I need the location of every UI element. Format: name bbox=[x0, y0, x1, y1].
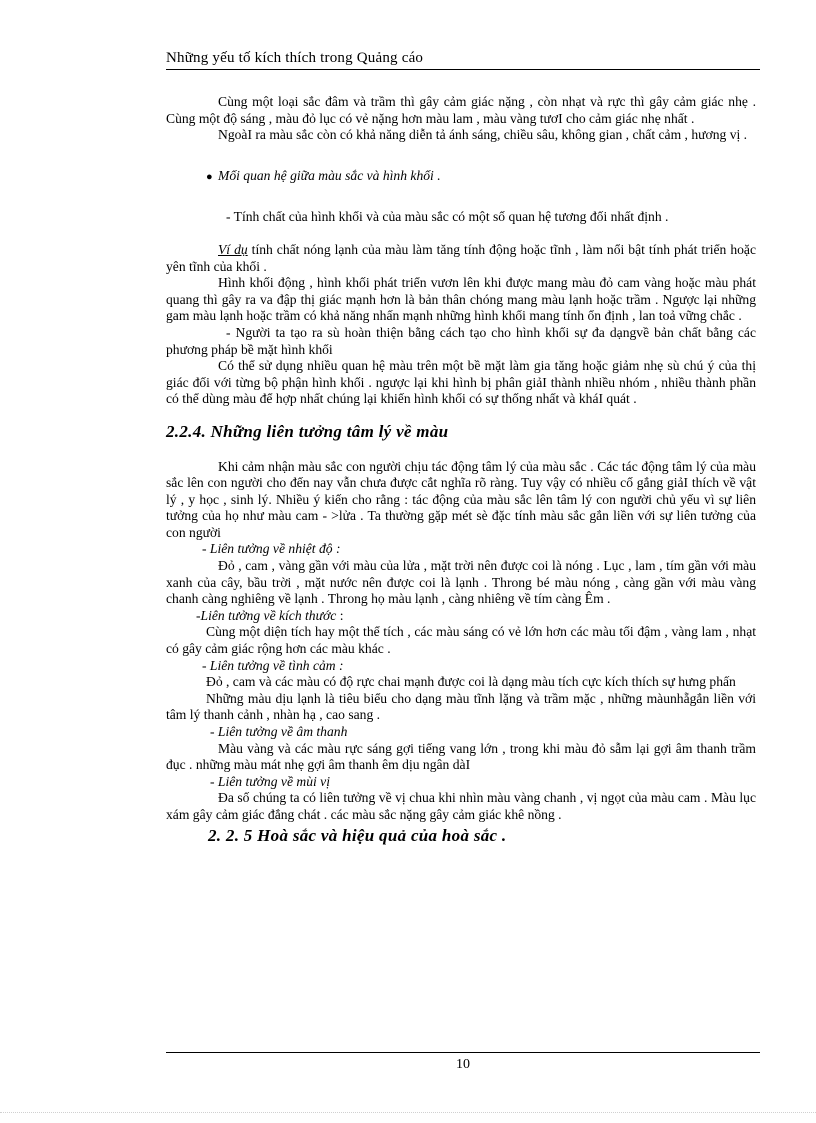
paragraph-example bbox=[166, 242, 756, 275]
paragraph-emotion-cool: Những màu dịu lạnh là tiêu biểu cho dạng màu tĩnh lặng và trầm mặc , những màunhẵgắn liền với tâm lý thanh cảnh , nhàn hạ , cao sang . bbox=[166, 690, 756, 723]
subheading-size bbox=[166, 608, 756, 625]
running-header: Những yếu tố kích thích trong Quảng cáo bbox=[166, 50, 760, 70]
section-heading-2-2-5: 2. 2. 5 Hoà sắc và hiệu quả của hoà sắc . bbox=[208, 825, 507, 845]
bullet-text: Mối quan hệ giữa màu sắc và hình khối . bbox=[218, 167, 441, 183]
paragraph-sound: Màu vàng và các màu rực sáng gợi tiếng vang lớn , trong khi màu đỏ sẫm lại gợi âm thanh trầm đục . những màu mát nhẹ gợi âm thanh êm dịu ngân dàI bbox=[166, 740, 756, 773]
paragraph-dynamic-shape: Hình khối động , hình khối phát triển vươn lên khi được mang màu đỏ cam vàng hoặc màu phát quang thì gây ra va đập thị giác mạnh hơn là bản thân chóng mang màu lạnh hoặc trầm . Ngược lại những gam màu lạnh hoặc trầm có khả năng nhấn mạnh những hình khối mang tính ổn định , lan toả vững chắc . bbox=[166, 275, 756, 324]
paragraph-temperature: Đỏ , cam , vàng gần với màu của lửa , mặt trời nên được coi là nóng . Lục , lam , tím gần với màu xanh của cây, bầu trời , mặt nước nên được coi là lạnh . Throng bé màu nóng , càng gần với màu vàng chanh càng nghiêng về lạnh . Throng họ màu lạnh , càng nhiêng về tím càng Êm . bbox=[166, 558, 756, 607]
paragraph-psychology-intro: Khi cảm nhận màu sắc con người chịu tác động tâm lý của màu sắc . Các tác động tâm lý của màu sắc lên con người cho đến nay vẫn chưa được cắt nghĩa rõ ràng. Tuy vậy có nhiều cố gắng giảI thích về vật lý , y học , sinh lý. Nhiều ý kiến cho rằng : tác động của màu sắc lên tâm lý con người chủ yếu vì sự liên tưởng của họ như màu cam - >lửa . Ta thường gặp mét sè đặc tính màu sắc gắn liền với sự liên tưởng của con người bbox=[166, 458, 756, 540]
example-text: tính chất nóng lạnh của màu làm tăng tính động hoặc tĩnh , làm nổi bật tính phát triển hoặc yên tĩnh của khối . bbox=[166, 241, 756, 274]
example-label: Ví dụ bbox=[218, 241, 248, 257]
paragraph-emotion-warm: Đỏ , cam và các màu có độ rực chai mạnh được coi là dạng màu tích cực kích thích sự hưng phấn bbox=[206, 674, 736, 690]
size-colon: : bbox=[336, 607, 344, 623]
paragraph-color-weight: Cùng một loại sắc đâm và trầm thì gây cảm giác nặng , còn nhạt và rực thì gây cảm giác nhẹ . Cùng một độ sáng , màu đỏ lục có vẻ nặng hơn màu lam , màu vàng tươI cho cảm giác nhẹ nhất . bbox=[166, 94, 756, 126]
paragraph-multiple-relations: Có thể sử dụng nhiều quan hệ màu trên một bề mặt làm gia tăng hoặc giảm nhẹ sù chú ý của thị giác đối với từng bộ phận hình khối . ngược lại khi hình bị phân giảI thành nhiều nhóm , nhiều thành phần có thể dùng màu để hợp nhất chúng lại khiến hình khối có sự thống nhất và kháI quát . bbox=[166, 358, 756, 407]
paragraph-color-expression: NgoàI ra màu sắc còn có khả năng diễn tả ánh sáng, chiều sâu, không gian , chất cảm , hương vị . bbox=[218, 127, 748, 143]
footer-divider bbox=[166, 1052, 760, 1053]
paragraph-shape-color-property: - Tính chất của hình khối và của màu sắc có một số quan hệ tương đối nhất định . bbox=[226, 209, 669, 225]
paragraph-size: Cùng một diện tích hay một thể tích , các màu sáng có vẻ lớn hơn các màu tối đậm , vàng lam , nhạt có gây cảm giác rộng hơn các màu khác . bbox=[166, 624, 756, 657]
bullet-icon: ● bbox=[206, 170, 213, 183]
subheading-emotion: - Liên tưởng về tình cảm : bbox=[202, 657, 344, 673]
size-title: -Liên tưởng về kích thước bbox=[196, 607, 337, 623]
section-heading-2-2-4: 2.2.4. Những liên tưởng tâm lý về màu bbox=[166, 421, 449, 441]
page-bottom-edge bbox=[0, 1112, 816, 1113]
page-body bbox=[166, 94, 756, 844]
bullet-color-shape-relation bbox=[166, 168, 756, 186]
paragraph-taste: Đa số chúng ta có liên tưởng về vị chua khi nhìn màu vàng chanh , vị ngọt của màu cam . Màu lục xám gây cảm giác đắng chát . các màu sắc nặng gây cảm giác khê nồng . bbox=[166, 790, 756, 822]
paragraph-shape-perfection: - Người ta tạo ra sù hoàn thiện bằng cách tạo cho hình khối sự đa dạngvề bản chất bằng các phương pháp bề mặt hình khối bbox=[166, 324, 756, 357]
subheading-taste: - Liên tưởng về mùi vị bbox=[210, 773, 330, 789]
page-number: 10 bbox=[456, 1057, 470, 1072]
subheading-temperature: - Liên tưởng về nhiệt độ : bbox=[202, 541, 341, 557]
subheading-sound: - Liên tưởng về âm thanh bbox=[210, 724, 348, 739]
